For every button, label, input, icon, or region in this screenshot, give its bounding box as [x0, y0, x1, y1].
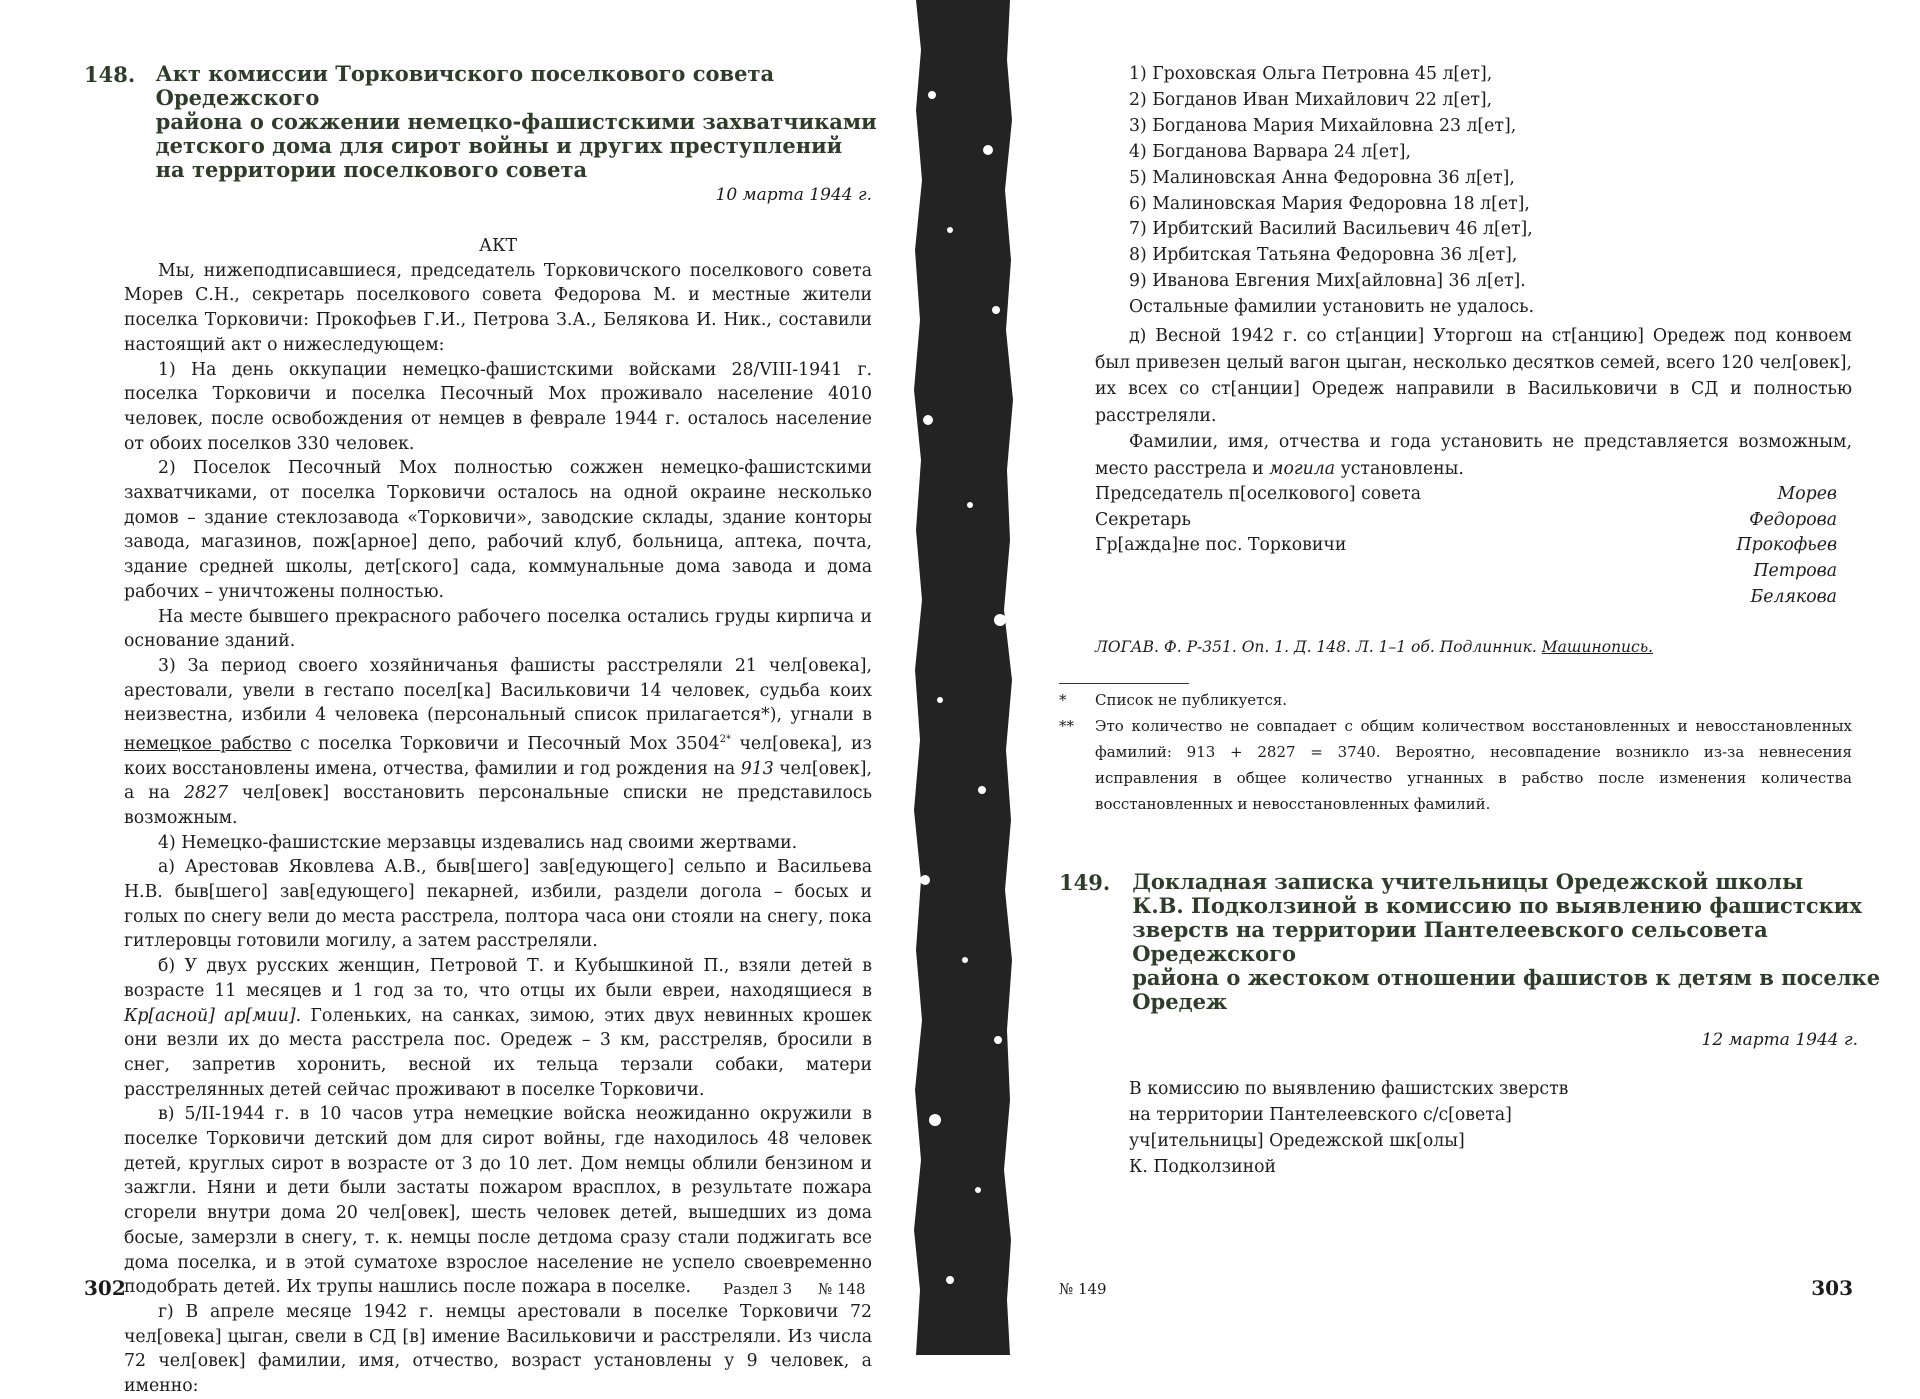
- scan-gutter-shadow: [910, 0, 1015, 1355]
- signatures: [1095, 482, 1837, 611]
- list-item: 5) Малиновская Анна Федоровна 36 л[ет],: [1129, 167, 1515, 188]
- page-number-left: 302: [84, 1276, 126, 1300]
- paragraph: б) У двух русских женщин, Петровой Т. и Кубышкиной П., взяли детей в возрасте 11 месяцев и 1 год за то, что отцы их были евреи, находящиеся в Кр[асной] ар[мии]. Голеньких, на санках, зимою, этих двух невинных крошек они везли их до места расстрела пос. Оредеж – 3 км, расстреляв, бросили в снег, запретив хоронить, весной их тельца терзали собаки, матери расстрелянных детей сейчас проживают в поселке Торковичи.: [124, 956, 872, 1100]
- paragraph: д) Весной 1942 г. со ст[анции] Уторгош на ст[анцию] Оредеж под конвоем был привезен целый вагон цыган, несколько десятков семей, всего 120 чел[овек], их всех со ст[анции] Оредеж направили в Васильковичи в СД и полностью расстреляли.: [1095, 326, 1852, 426]
- paragraph: г) В апреле месяце 1942 г. немцы арестовали в поселке Торковичи 72 чел[овека] цыган, свели в СД [в] имение Васильковичи и расстреляли. Из числа 72 чел[овек] фамилии, имя, отчество, возраст установлены у 9 человек, а именно:: [124, 1302, 872, 1397]
- list-item: 7) Ирбитский Василий Васильевич 46 л[ет],: [1129, 219, 1533, 240]
- footnote-divider: [1059, 683, 1189, 684]
- doc-149-number: 149.: [1059, 870, 1111, 895]
- list-item: 4) Богданова Варвара 24 л[ет],: [1129, 141, 1411, 162]
- paragraph: 4) Немецко-фашистские мерзавцы издевались над своими жертвами.: [158, 832, 798, 853]
- act-heading: АКТ: [479, 236, 517, 256]
- paragraph: Фамилии, имя, отчества и года установить не представляется возможным, место расстрела и могила установлены.: [1095, 432, 1852, 479]
- doc-149-date: 12 марта 1944 г.: [1701, 1030, 1858, 1050]
- doc-149-title-line: Оредеж: [1132, 989, 1228, 1014]
- doc-148-title-line: на территории поселкового совета: [155, 157, 588, 182]
- address-line: на территории Пантелеевского с/с[овета]: [1129, 1105, 1512, 1125]
- paragraph: 3) За период своего хозяйничанья фашисты расстреляли 21 чел[овека], арестовали, увели в гестапо посел[ка] Васильковичи 14 человек, судьба коих неизвестна, избили 4 человека (персональный список прилагается*), угнали в немецкое рабство с поселка Торковичи и Песочный Мох $3504^{2*}$ чел[овека], из коих восстановлены имена, отчества, фамилии и год рождения на 913 чел[овек], а на 2827 чел[овек] восстановить персональные списки не представилось возможным.: [124, 655, 873, 828]
- doc-149-heading: [1059, 870, 1920, 1014]
- footer-doc-148: № 148: [818, 1280, 866, 1298]
- doc-148-heading: [84, 62, 910, 182]
- signature-row: Секретарь Федорова: [1095, 509, 1837, 530]
- paragraph: Мы, нижеподписавшиеся, председатель Торковичского поселкового совета Морев С.Н., секретарь поселкового совета Федорова М. и местные жители поселка Торковичи: Прокофьев Г.И., Петрова З.А., Белякова И. Ник., составили настоящий акт о нижеследующем:: [124, 260, 872, 355]
- doc-148-title-line: детского дома для сирот войны и других преступлений: [155, 133, 843, 158]
- list-item: 1) Гроховская Ольга Петровна 45 л[ет],: [1129, 64, 1493, 84]
- doc-149-title-line: К.В. Подколзиной в комиссию по выявлению фашистских: [1132, 893, 1862, 918]
- address-block: [1129, 1076, 1568, 1180]
- right-body: [1095, 323, 1852, 482]
- paragraph: На месте бывшего прекрасного рабочего поселка остались груды кирпича и основание зданий.: [124, 606, 872, 652]
- signature-row: Председатель п[оселкового] совета Морев: [1095, 484, 1837, 504]
- archive-reference: ЛОГАВ. Ф. Р-351. Оп. 1. Д. 148. Л. 1–1 об. Подлинник. Машинопись.: [1095, 638, 1654, 656]
- paragraph: в) 5/II-1944 г. в 10 часов утра немецкие войска неожиданно окружили в поселке Торковичи детский дом для сирот войны, где находилось 48 человек детей, круглых сирот в возрасте от 3 до 10 лет. Дом немцы облили бензином и зажгли. Няни и дети были застаты пожаром врасплох, в результате пожара сгорели внутри дома 20 чел[овек], шесть человек детей, вышедших из дома босые, замерзли в снегу, т. к. немцы после детдома сразу стали поджигать все дома поселка, и в этой суматохе взрослое население не успело своевременно подобрать детей. Их трупы нашлись после пожара в поселке.: [124, 1104, 872, 1298]
- footer-doc-149: № 149: [1059, 1280, 1107, 1298]
- left-page: [0, 0, 910, 1397]
- address-line: В комиссию по выявлению фашистских зверств: [1129, 1079, 1569, 1099]
- signature-row: Петрова: [1753, 561, 1837, 582]
- list-item: 6) Малиновская Мария Федоровна 18 л[ет],: [1129, 193, 1530, 214]
- doc-148-number: 148.: [84, 62, 136, 87]
- page-number-right: 303: [1811, 1276, 1853, 1300]
- list-item: 2) Богданов Иван Михайлович 22 л[ет],: [1129, 89, 1493, 110]
- paragraph: а) Арестовав Яковлева А.В., быв[шего] зав[едующего] сельпо и Васильева Н.В. быв[шего] зав[едующего] пекарней, избили, раздели догола – босых и голых по снегу вели до места расстрела, полтора часа они стояли на снегу, пока гитлеровцы готовили могилу, а затем расстреляли.: [124, 857, 872, 952]
- doc-148-title-line: Акт комиссии Торковичского поселкового совета Оредежского: [155, 61, 775, 110]
- footnote-mark: **: [1059, 717, 1074, 735]
- doc-148-title: [156, 62, 910, 182]
- doc-149-title-line: Докладная записка учительницы Оредежской школы: [1132, 869, 1804, 894]
- list-item: Остальные фамилии установить не удалось.: [1129, 297, 1535, 318]
- list-item: 9) Иванова Евгения Мих[айловна] 36 л[ет].: [1129, 271, 1526, 292]
- doc-148-body: [124, 234, 872, 1399]
- section-label: Раздел 3: [723, 1280, 793, 1298]
- footnote-ref: 2*: [719, 734, 732, 746]
- doc-148-date: 10 марта 1944 г.: [715, 185, 872, 205]
- signature-row: Гр[ажда]не пос. Торковичи Прокофьев: [1095, 535, 1837, 556]
- footnote: * Список не публикуется.: [1059, 687, 1852, 713]
- footnotes: [1059, 687, 1852, 817]
- paragraph: 1) На день оккупации немецко-фашистскими войсками 28/VIII-1941 г. поселка Торковичи и поселка Песочный Мох проживало население 4010 человек, после освобождения от немцев в феврале 1944 г. осталось население от обоих поселков 330 человек.: [124, 359, 872, 454]
- doc-149-title-line: района о жестоком отношении фашистов к детям в поселке: [1132, 965, 1881, 990]
- right-page: [1015, 0, 1920, 1355]
- signature-row: Белякова: [1750, 586, 1837, 607]
- doc-149-title-line: зверств на территории Пантелеевского сельсовета Оредежского: [1132, 917, 1768, 966]
- footnote: ** Это количество не совпадает с общим количеством восстановленных и невосстановленных фамилий: 913 + 2827 = 3740. Вероятно, несовпадение возникло из-за невнесения исправления в общее количество угнанных в рабство после изменения количества восстановленных и невосстановленных фамилий.: [1059, 713, 1852, 817]
- doc-149-title: [1132, 870, 1920, 1014]
- footnote-mark: *: [1059, 691, 1067, 709]
- address-line: К. Подколзиной: [1129, 1157, 1277, 1177]
- victims-list: [1129, 62, 1534, 321]
- paragraph: 2) Поселок Песочный Мох полностью сожжен немецко-фашистскими захватчиками, от поселка Торковичи осталось на одной окраине несколько домов – здание стеклозавода «Торковичи», заводские склады, здание конторы завода, магазинов, пож[арное] депо, рабочий клуб, больница, аптека, почта, здание средней школы, дет[ского] сада, коммунальные дома завода и дома рабочих – уничтожены полностью.: [124, 458, 872, 602]
- list-item: 3) Богданова Мария Михайловна 23 л[ет],: [1129, 115, 1517, 136]
- address-line: уч[ительницы] Оредежской шк[олы]: [1129, 1131, 1465, 1151]
- doc-148-title-line: района о сожжении немецко-фашистскими захватчиками: [155, 109, 877, 134]
- list-item: 8) Ирбитская Татьяна Федоровна 36 л[ет],: [1129, 245, 1518, 266]
